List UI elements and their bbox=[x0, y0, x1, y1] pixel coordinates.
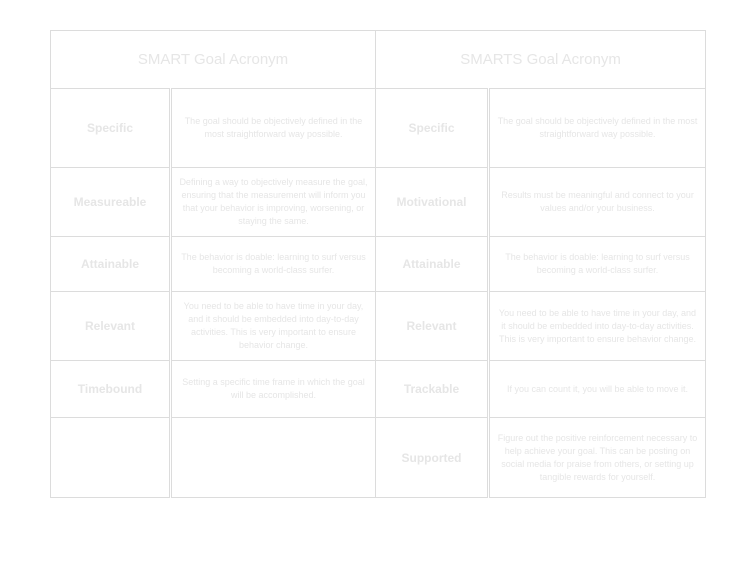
smart-term bbox=[51, 418, 171, 498]
smart-term: Timebound bbox=[51, 361, 171, 418]
smart-description: You need to be able to have time in your day, and it should be embedded into day-to-day activities. This is very important to ensure behavior change. bbox=[171, 292, 376, 361]
smarts-description: The behavior is doable: learning to surf versus becoming a world-class surfer. bbox=[489, 237, 706, 292]
smart-goals-table bbox=[50, 30, 706, 498]
table-row bbox=[51, 89, 706, 168]
smart-description: Setting a specific time frame in which the goal will be accomplished. bbox=[171, 361, 376, 418]
smart-term: Measureable bbox=[51, 168, 171, 237]
smart-term: Relevant bbox=[51, 292, 171, 361]
smart-description bbox=[171, 418, 376, 498]
table-row bbox=[51, 237, 706, 292]
smart-header: SMART Goal Acronym bbox=[51, 31, 376, 89]
smarts-description: The goal should be objectively defined in the most straightforward way possible. bbox=[489, 89, 706, 168]
smarts-term: Attainable bbox=[376, 237, 489, 292]
smarts-term: Specific bbox=[376, 89, 489, 168]
smarts-description: If you can count it, you will be able to move it. bbox=[489, 361, 706, 418]
smarts-header: SMARTS Goal Acronym bbox=[376, 31, 706, 89]
smarts-term: Relevant bbox=[376, 292, 489, 361]
smart-description: The behavior is doable: learning to surf versus becoming a world-class surfer. bbox=[171, 237, 376, 292]
table-row bbox=[51, 168, 706, 237]
table-row bbox=[51, 418, 706, 498]
smart-description: The goal should be objectively defined in the most straightforward way possible. bbox=[171, 89, 376, 168]
table-row bbox=[51, 292, 706, 361]
smart-term: Specific bbox=[51, 89, 171, 168]
table-row bbox=[51, 361, 706, 418]
smarts-term: Motivational bbox=[376, 168, 489, 237]
smarts-description: You need to be able to have time in your day, and it should be embedded into day-to-day activities. This is very important to ensure behavior change. bbox=[489, 292, 706, 361]
smarts-description: Results must be meaningful and connect to your values and/or your business. bbox=[489, 168, 706, 237]
smarts-description: Figure out the positive reinforcement necessary to help achieve your goal. This can be posting on social media for praise from others, or setting up tangible rewards for yourself. bbox=[489, 418, 706, 498]
smarts-term: Trackable bbox=[376, 361, 489, 418]
header-row bbox=[51, 31, 706, 89]
smart-term: Attainable bbox=[51, 237, 171, 292]
smarts-term: Supported bbox=[376, 418, 489, 498]
smart-description: Defining a way to objectively measure the goal, ensuring that the measurement will inform you that your behavior is improving, worsening, or staying the same. bbox=[171, 168, 376, 237]
